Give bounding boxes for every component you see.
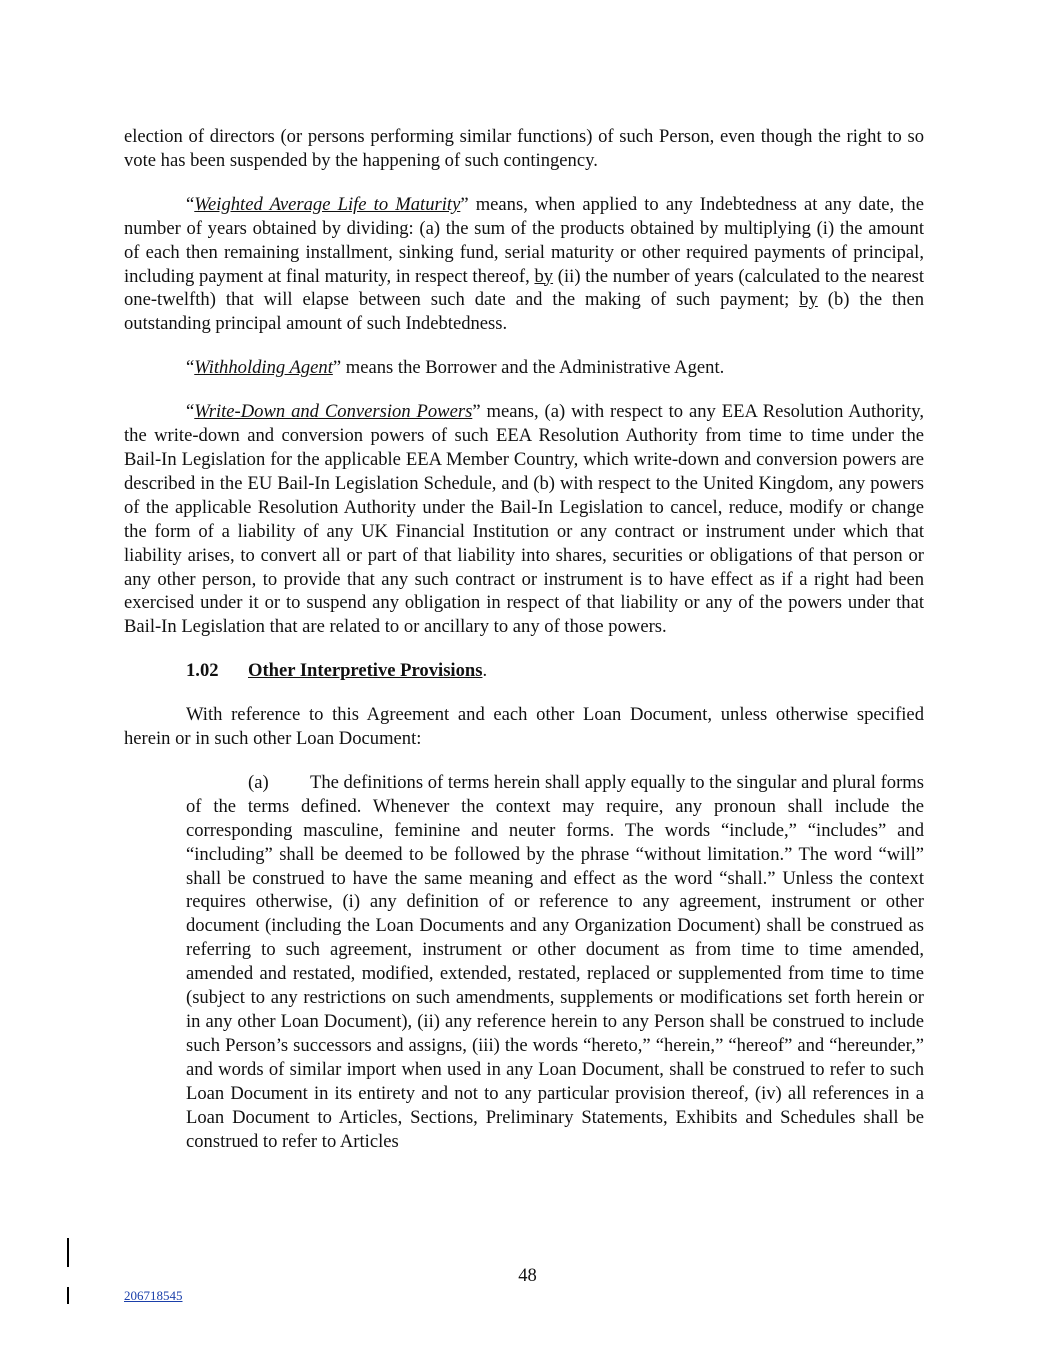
- defined-term: Weighted Average Life to Maturity: [194, 193, 461, 215]
- definition-text: ” means, (a) with respect to any EEA Resolution Authority, the write-down and conversion powers of such EEA Resolution Authority from time to time under the Bail-In Legislation for the applicable EEA Member Country, which write-down and conversion powers are described in the EU Bail-In Legislation Schedule, and (b) with respect to the United Kingdom, any powers of the applicable Resolution Authority under the Bail-In Legislation to cancel, reduce, modify or change the form of a liability of any UK Financial Institution or any contract or instrument under which that liability arises, to convert all or part of that liability into shares, securities or obligations of that person or any other person, to provide that any such contract or instrument is to have effect as if a right had been exercised under it or to suspend any obligation in respect of that liability or any of the powers under that Bail-In Legislation that are related to or ancillary to any of those powers.: [124, 401, 924, 638]
- revision-change-bar: [67, 1287, 69, 1304]
- clause-a: [186, 771, 924, 1154]
- definition-text-part3: (b) the then outstanding principal amount of such Indebtedness.: [124, 289, 924, 335]
- definition-text-part1: ” means, when applied to any Indebtedness at any date, the number of years obtained by dividing: (a) the sum of the products obtained by multiplying (i) the amount of each then remaining installment, sinking fund, serial maturity or other required payments of principal, including payment at final maturity, in respect thereof,: [124, 193, 924, 287]
- definition-text: ” means the Borrower and the Administrative Agent.: [332, 357, 725, 379]
- paragraph-interpretive-intro: With reference to this Agreement and each other Loan Document, unless otherwise specified herein or in such other Loan Document:: [124, 704, 924, 750]
- open-quote: “: [186, 357, 195, 379]
- paragraph-voting-stock-continuation: election of directors (or persons performing similar functions) of such Person, even though the right to so vote has been suspended by the happening of such contingency.: [124, 126, 924, 171]
- definition-text-part2: (ii) the number of years (calculated to the nearest one-twelfth) that will elapse between such date and the making of such payment;: [124, 265, 924, 311]
- defined-term: Write-Down and Conversion Powers: [194, 401, 473, 423]
- underlined-by-1: by: [534, 265, 554, 287]
- clause-text: The definitions of terms herein shall apply equally to the singular and plural forms of the terms defined. Whenever the context may require, any pronoun shall include the corresponding masculine, feminine and neuter forms. The words “include,” “includes” and “including” shall be deemed to be followed by the phrase “without limitation.” The word “will” shall be construed to have the same meaning and effect as the word “shall.” Unless the context requires otherwise, (i) any definition of or reference to any agreement, instrument or other document (including the Loan Documents and any Organization Document) shall be construed as referring to such agreement, instrument or other document as from time to time amended, amended and restated, modified, extended, restated, replaced or supplemented from time to time (subject to any restrictions on such amendments, supplements or modifications set forth herein or in any other Loan Document), (ii) any reference herein to any Person shall be construed to include such Person’s successors and assigns, (iii) the words “hereto,” “herein,” “hereof” and “hereunder,” and words of similar import when used in any Loan Document, shall be construed to refer to such Loan Document in its entirety and not to any particular provision thereof, (iv) all references in a Loan Document to Articles, Sections, Preliminary Statements, Exhibits and Schedules shall be construed to refer to Articles: [186, 771, 924, 1152]
- clause-label: (a): [248, 771, 269, 793]
- section-number: 1.02: [186, 660, 219, 682]
- section-title: Other Interpretive Provisions: [248, 660, 483, 682]
- section-title-period: .: [482, 660, 488, 682]
- document-id-link[interactable]: 206718545: [124, 1288, 183, 1303]
- section-heading: [186, 659, 924, 683]
- document-page: [124, 125, 924, 1153]
- definition-write-down-conversion-powers: [124, 400, 924, 639]
- open-quote: “: [186, 401, 195, 423]
- definition-weighted-average-life: [124, 193, 924, 336]
- underlined-by-2: by: [799, 289, 818, 311]
- page-number: 48: [518, 1265, 537, 1286]
- revision-change-bar: [67, 1238, 69, 1267]
- defined-term: Withholding Agent: [194, 357, 333, 379]
- definition-withholding-agent: [124, 356, 924, 380]
- open-quote: “: [186, 193, 195, 215]
